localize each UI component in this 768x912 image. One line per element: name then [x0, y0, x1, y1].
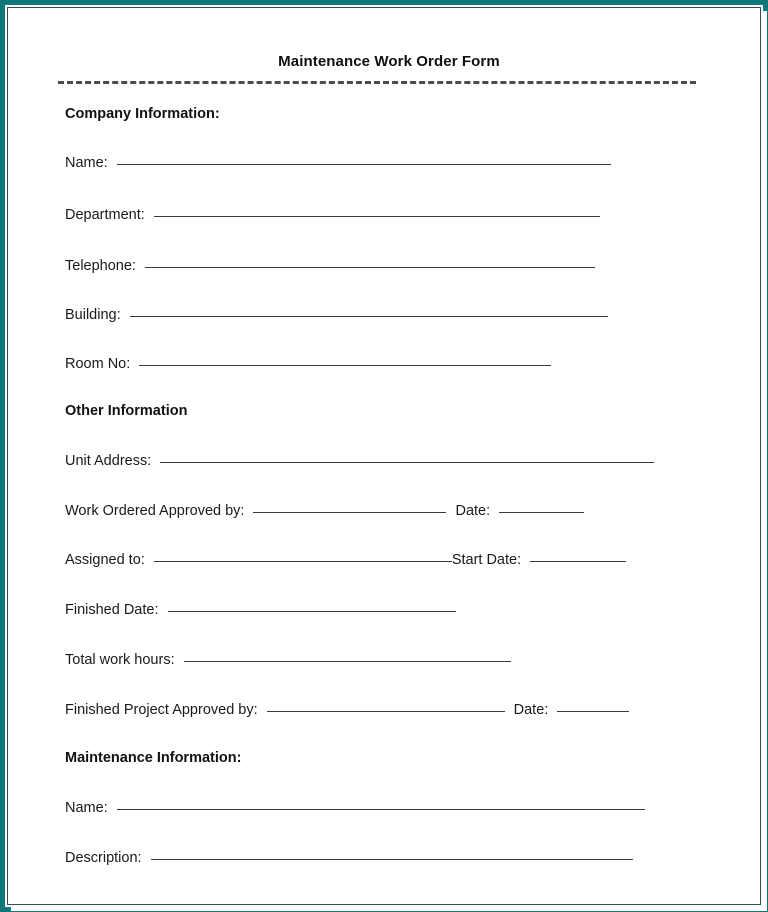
- field-label-total-work-hours: Total work hours:: [65, 652, 175, 668]
- field-input-department[interactable]: [154, 216, 600, 217]
- field-input-finished-date[interactable]: [168, 611, 456, 612]
- field-input-name[interactable]: [117, 164, 611, 165]
- field-label-finished-project-approved-by: Finished Project Approved by:: [65, 702, 258, 718]
- field-input-total-work-hours[interactable]: [184, 661, 511, 662]
- field-input-work-ordered-approved-by[interactable]: [253, 512, 446, 513]
- section-heading-company-information: Company Information:: [65, 106, 220, 122]
- field-label-finished-project-date: Date:: [513, 702, 549, 718]
- field-label-start-date: Start Date:: [451, 552, 522, 568]
- field-label-assigned-to: Assigned to:: [65, 552, 145, 568]
- field-label-work-ordered-date: Date:: [455, 503, 491, 519]
- field-row-name[interactable]: [65, 155, 611, 171]
- field-row-finished-project-approved-by[interactable]: [65, 702, 629, 718]
- field-label-department: Department:: [65, 207, 145, 223]
- field-row-total-work-hours[interactable]: [65, 652, 511, 668]
- field-row-building[interactable]: [65, 307, 608, 323]
- field-row-unit-address[interactable]: [65, 453, 654, 469]
- field-input-finished-project-approved-by[interactable]: [267, 711, 505, 712]
- field-row-room-no[interactable]: [65, 356, 551, 372]
- field-input-unit-address[interactable]: [160, 462, 654, 463]
- field-label-building: Building:: [65, 307, 121, 323]
- field-input-building[interactable]: [130, 316, 608, 317]
- field-label-maintenance-name: Name:: [65, 800, 108, 816]
- field-row-finished-date[interactable]: [65, 602, 456, 618]
- form-page: [11, 11, 767, 911]
- field-row-department[interactable]: [65, 207, 600, 223]
- field-input-maintenance-name[interactable]: [117, 809, 645, 810]
- field-row-assigned-to[interactable]: [65, 552, 626, 568]
- field-input-finished-project-date[interactable]: [557, 711, 629, 712]
- section-heading-maintenance-information: Maintenance Information:: [65, 750, 242, 766]
- field-label-work-ordered-approved-by: Work Ordered Approved by:: [65, 503, 245, 519]
- field-label-description: Description:: [65, 850, 142, 866]
- field-input-telephone[interactable]: [145, 267, 595, 268]
- field-label-unit-address: Unit Address:: [65, 453, 152, 469]
- field-input-description[interactable]: [151, 859, 633, 860]
- title-separator-dashed-rule: [58, 81, 696, 84]
- field-input-room-no[interactable]: [139, 365, 551, 366]
- field-input-start-date[interactable]: [530, 561, 626, 562]
- field-row-work-ordered-approved-by[interactable]: [65, 503, 584, 519]
- page-title: Maintenance Work Order Form: [278, 53, 500, 70]
- field-row-description[interactable]: [65, 850, 633, 866]
- field-label-telephone: Telephone:: [65, 258, 136, 274]
- field-row-maintenance-name[interactable]: [65, 800, 645, 816]
- field-label-finished-date: Finished Date:: [65, 602, 159, 618]
- section-heading-other-information: Other Information: [65, 403, 188, 419]
- field-label-name: Name:: [65, 155, 108, 171]
- field-row-telephone[interactable]: [65, 258, 595, 274]
- field-input-work-ordered-date[interactable]: [499, 512, 584, 513]
- field-label-room-no: Room No:: [65, 356, 131, 372]
- field-input-assigned-to[interactable]: [154, 561, 452, 562]
